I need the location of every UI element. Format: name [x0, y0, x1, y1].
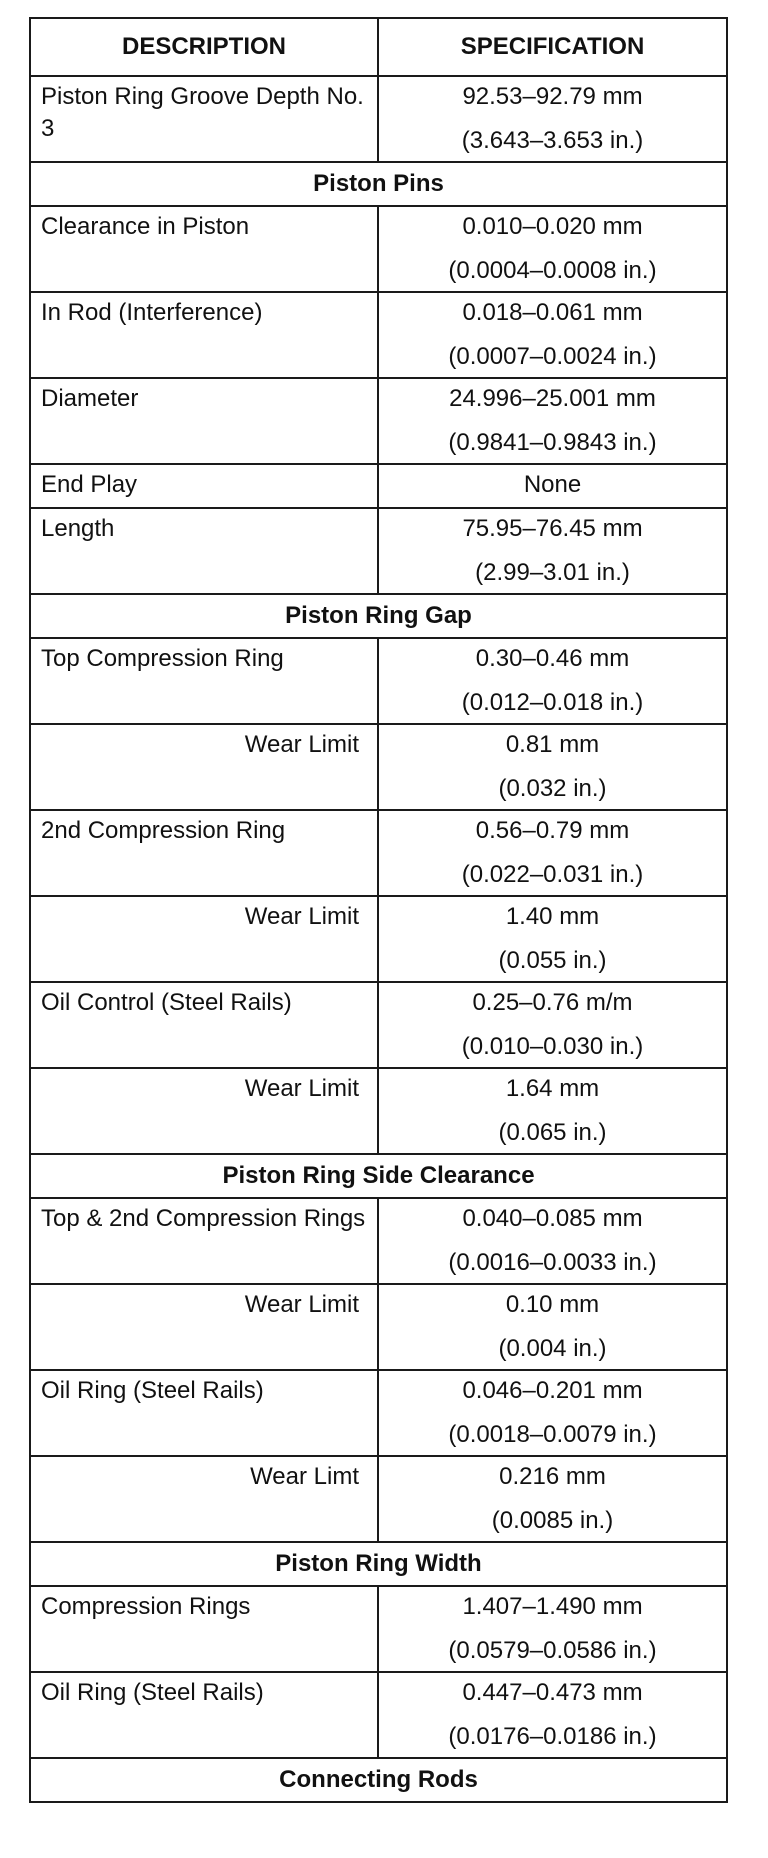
- wear-limit-row: [30, 1068, 727, 1154]
- imperial-value: (3.643–3.653 in.): [461, 127, 644, 154]
- specification-cell: [378, 1198, 727, 1284]
- section-title: Piston Ring Side Clearance: [30, 1154, 727, 1198]
- imperial-value: (0.065 in.): [498, 1119, 607, 1146]
- specification-cell: [378, 464, 727, 508]
- metric-value: 0.30–0.46 mm: [475, 645, 630, 672]
- spec-row: [30, 810, 727, 896]
- section-row: [30, 594, 727, 638]
- imperial-value: (0.0018–0.0079 in.): [448, 1421, 657, 1448]
- description-cell: Top & 2nd Compression Rings: [30, 1198, 378, 1284]
- specification-header: SPECIFICATION: [378, 18, 727, 76]
- description-cell: 2nd Compression Ring: [30, 810, 378, 896]
- spec-row: [30, 206, 727, 292]
- description-cell: In Rod (Interference): [30, 292, 378, 378]
- table-header: [30, 18, 727, 76]
- section-row: [30, 1542, 727, 1586]
- metric-value: 0.040–0.085 mm: [462, 1205, 643, 1232]
- specification-cell: [378, 638, 727, 724]
- header-row: [30, 18, 727, 76]
- section-title: Piston Ring Width: [30, 1542, 727, 1586]
- spec-row: [30, 1586, 727, 1672]
- spec-row: [30, 638, 727, 724]
- wear-limit-row: [30, 1456, 727, 1542]
- specification-cell: [378, 1456, 727, 1542]
- specification-cell: [378, 292, 727, 378]
- description-cell: Length: [30, 508, 378, 594]
- wear-limit-label: Wear Limit: [30, 896, 378, 982]
- imperial-value: (0.0176–0.0186 in.): [448, 1723, 657, 1750]
- metric-value: 1.407–1.490 mm: [462, 1593, 643, 1620]
- specification-cell: [378, 724, 727, 810]
- table-body: [30, 76, 727, 1802]
- metric-value: 0.216 mm: [499, 1463, 606, 1490]
- metric-value: 0.56–0.79 mm: [475, 817, 630, 844]
- imperial-value: (0.0579–0.0586 in.): [448, 1637, 657, 1664]
- wear-limit-label: Wear Limit: [30, 724, 378, 810]
- description-cell: End Play: [30, 464, 378, 508]
- description-cell: Oil Control (Steel Rails): [30, 982, 378, 1068]
- imperial-value: (0.9841–0.9843 in.): [448, 429, 657, 456]
- spec-table: [29, 17, 728, 1803]
- metric-value: None: [523, 471, 582, 498]
- specification-cell: [378, 810, 727, 896]
- spec-row: [30, 508, 727, 594]
- specification-cell: [378, 896, 727, 982]
- specification-cell: [378, 982, 727, 1068]
- wear-limit-row: [30, 896, 727, 982]
- spec-row: [30, 1672, 727, 1758]
- metric-value: 0.10 mm: [505, 1291, 600, 1318]
- metric-value: 1.64 mm: [505, 1075, 600, 1102]
- spec-row: [30, 982, 727, 1068]
- specification-cell: [378, 76, 727, 162]
- spec-row: [30, 378, 727, 464]
- wear-limit-label: Wear Limit: [30, 1068, 378, 1154]
- imperial-value: (0.0085 in.): [491, 1507, 614, 1534]
- wear-limit-label: Wear Limt: [30, 1456, 378, 1542]
- imperial-value: (0.055 in.): [498, 947, 607, 974]
- section-row: [30, 1154, 727, 1198]
- metric-value: 92.53–92.79 mm: [462, 83, 643, 110]
- specification-cell: [378, 378, 727, 464]
- specification-cell: [378, 1284, 727, 1370]
- specification-cell: [378, 1068, 727, 1154]
- section-title: Connecting Rods: [30, 1758, 727, 1802]
- description-cell: Oil Ring (Steel Rails): [30, 1672, 378, 1758]
- section-row: [30, 162, 727, 206]
- imperial-value: (0.032 in.): [498, 775, 607, 802]
- metric-value: 0.81 mm: [505, 731, 600, 758]
- description-cell: Top Compression Ring: [30, 638, 378, 724]
- metric-value: 75.95–76.45 mm: [462, 515, 643, 542]
- spec-row: [30, 464, 727, 508]
- imperial-value: (0.004 in.): [498, 1335, 607, 1362]
- section-title: Piston Pins: [30, 162, 727, 206]
- imperial-value: (0.0004–0.0008 in.): [448, 257, 657, 284]
- imperial-value: (0.0007–0.0024 in.): [448, 343, 657, 370]
- imperial-value: (0.0016–0.0033 in.): [448, 1249, 657, 1276]
- metric-value: 0.010–0.020 mm: [462, 213, 643, 240]
- description-header: DESCRIPTION: [30, 18, 378, 76]
- wear-limit-row: [30, 1284, 727, 1370]
- spec-row: [30, 1198, 727, 1284]
- metric-value: 0.25–0.76 m/m: [472, 989, 633, 1016]
- imperial-value: (2.99–3.01 in.): [475, 559, 630, 586]
- specification-cell: [378, 1370, 727, 1456]
- spec-row: [30, 292, 727, 378]
- description-cell: Oil Ring (Steel Rails): [30, 1370, 378, 1456]
- section-row: [30, 1758, 727, 1802]
- imperial-value: (0.012–0.018 in.): [461, 689, 644, 716]
- description-cell: Diameter: [30, 378, 378, 464]
- section-title: Piston Ring Gap: [30, 594, 727, 638]
- specification-cell: [378, 206, 727, 292]
- spec-row: [30, 1370, 727, 1456]
- wear-limit-row: [30, 724, 727, 810]
- wear-limit-label: Wear Limit: [30, 1284, 378, 1370]
- metric-value: 24.996–25.001 mm: [449, 385, 656, 412]
- metric-value: 0.447–0.473 mm: [462, 1679, 643, 1706]
- specification-cell: [378, 1672, 727, 1758]
- spec-row: [30, 76, 727, 162]
- metric-value: 0.046–0.201 mm: [462, 1377, 643, 1404]
- specification-cell: [378, 1586, 727, 1672]
- metric-value: 1.40 mm: [505, 903, 600, 930]
- metric-value: 0.018–0.061 mm: [462, 299, 643, 326]
- imperial-value: (0.022–0.031 in.): [461, 861, 644, 888]
- imperial-value: (0.010–0.030 in.): [461, 1033, 644, 1060]
- specification-cell: [378, 508, 727, 594]
- description-cell: Compression Rings: [30, 1586, 378, 1672]
- description-cell: Piston Ring Groove Depth No. 3: [30, 76, 378, 162]
- description-cell: Clearance in Piston: [30, 206, 378, 292]
